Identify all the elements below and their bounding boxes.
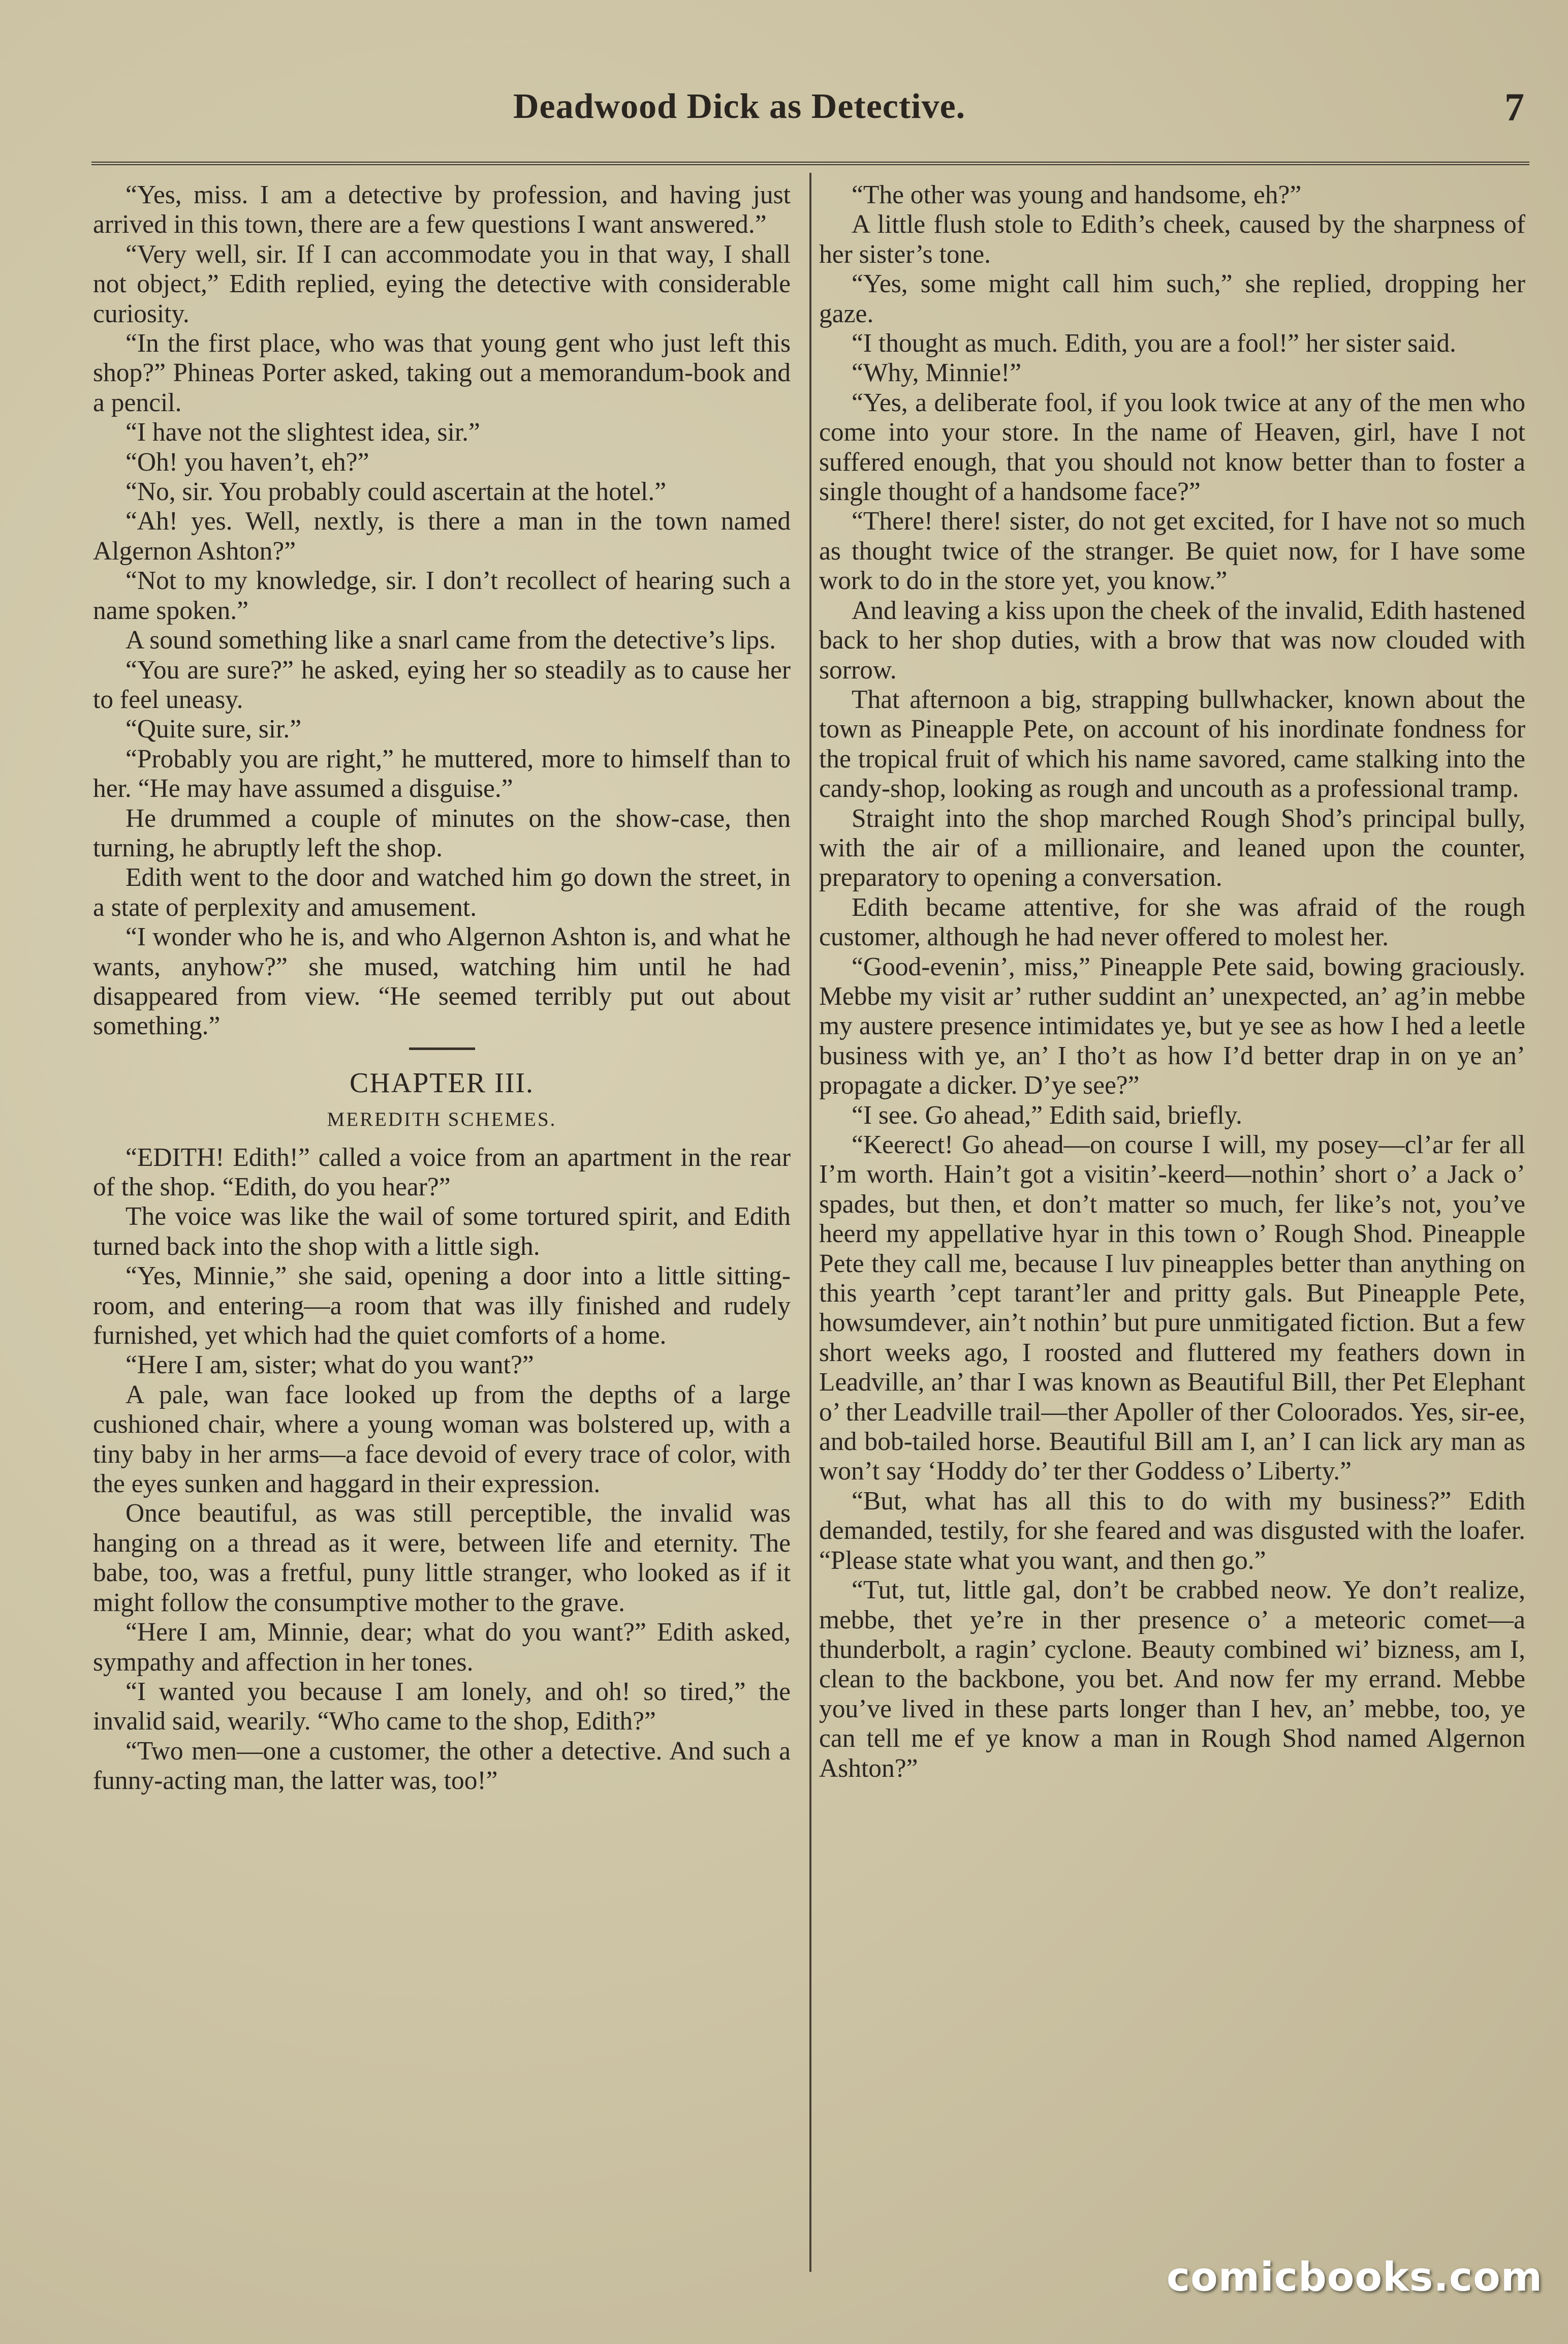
chapter-title: CHAPTER III. [349, 1067, 535, 1099]
paragraph: “Quite sure, sir.” [126, 715, 302, 744]
paragraph: A little flush stole to Edith’s cheek, caused by the sharpness of her sister’s tone. [819, 210, 1525, 269]
paragraph: “There! there! sister, do not get excited, for I have not so much as thought twice of the stranger. Be quiet now, for I have some work to do in the store yet, you know.” [819, 507, 1525, 596]
paragraph: “No, sir. You probably could ascertain at the hotel.” [126, 477, 667, 507]
paragraph: “Tut, tut, little gal, don’t be crabbed neow. Ye don’t realize, mebbe, thet ye’re in ther presence o’ a meteoric comet—a thunderbolt, a ragin’ cyclone. Beauty combined wi’ bizness, am I, clean to the backbone, you bet. And now fer my errand. Mebbe you’ve lived in these parts longer than I hev, an’ mebbe, too, ye can tell me ef ye know a man in Rough Shod named Algernon Ashton?” [819, 1576, 1525, 1783]
paragraph: “I thought as much. Edith, you are a fool!” her sister said. [852, 329, 1456, 358]
paragraph: “Keerect! Go ahead—on course I will, my posey—cl’ar fer all I’m worth. Hain’t got a visitin’-keerd—nothin’ short o’ a Jack o’ spades, but then, et don’t matter so much, fer like’s not, you’ve heerd my appellative hyar in this town o’ Rough Shod. Pineapple Pete they call me, because I luv pineapples better than anything on this yearth ’cept tarant’ler and pritty gals. But Pineapple Pete, howsumdever, ain’t nothin’ but pure unmitigated fiction. But a few short weeks ago, I roosted and fluttered my feathers down in Leadville, an’ thar I was known as Beautiful Bill, ther Pet Elephant o’ ther Leadville trail—ther Apoller of ther Coloorados. Yes, sir-ee, and bob-tailed horse. Beautiful Bill am I, an’ I can lick ary man as won’t say ‘Hoddy do’ ter ther Goddess o’ Liberty.” [819, 1130, 1525, 1486]
page-number: 7 [1504, 85, 1524, 129]
paragraph: “I have not the slightest idea, sir.” [126, 418, 480, 447]
paragraph: “Here I am, sister; what do you want?” [126, 1350, 534, 1380]
paragraph: “Yes, Minnie,” she said, opening a door into a little sitting-room, and entering—a room that was illy finished and rudely furnished, yet which had the quiet comforts of a home. [93, 1261, 791, 1350]
paragraph: “Yes, some might call him such,” she replied, dropping her gaze. [819, 269, 1525, 328]
paragraph: “Here I am, Minnie, dear; what do you want?” Edith asked, sympathy and affection in her tones. [93, 1618, 791, 1677]
paragraph: “I wonder who he is, and who Algernon Ashton is, and what he wants, anyhow?” she mused, watching him until he had disappeared from view. “He seemed terribly put out about something.” [93, 922, 791, 1041]
page-header [91, 86, 1524, 163]
paragraph: “Ah! yes. Well, nextly, is there a man in the town named Algernon Ashton?” [93, 507, 791, 566]
paragraph: “You are sure?” he asked, eying her so steadily as to cause her to feel uneasy. [93, 655, 791, 714]
paragraph: A pale, wan face looked up from the depths of a large cushioned chair, where a young woman was bolstered up, with a tiny baby in her arms—a face devoid of every trace of color, with the eyes sunken and haggard in their expression. [93, 1380, 791, 1499]
paragraph: “In the first place, who was that young gent who just left this shop?” Phineas Porter asked, taking out a memorandum-book and a pencil. [93, 329, 791, 417]
paragraph: The voice was like the wail of some tortured spirit, and Edith turned back into the shop with a little sigh. [93, 1202, 791, 1261]
chapter-subtitle: MEREDITH SCHEMES. [327, 1108, 557, 1131]
paragraph: “Yes, a deliberate fool, if you look twice at any of the men who come into your store. In the name of Heaven, girl, have I not suffered enough, that you should not know better than to foster a single thought of a handsome face?” [819, 388, 1525, 507]
right-column [819, 180, 1525, 1783]
paragraph: “The other was young and handsome, eh?” [852, 180, 1302, 209]
paragraph: “EDITH! Edith!” called a voice from an apartment in the rear of the shop. “Edith, do you hear?” [93, 1143, 791, 1201]
paragraph: Straight into the shop marched Rough Shod’s principal bully, with the air of a millionaire, and leaned upon the counter, preparatory to opening a conversation. [819, 804, 1525, 892]
paragraph: A sound something like a snarl came from the detective’s lips. [126, 626, 776, 655]
paragraph: Once beautiful, as was still perceptible, the invalid was hanging on a thread as it were, between life and eternity. The babe, too, was a fretful, puny little stranger, who looked as if it might follow the consumptive mother to the grave. [93, 1499, 791, 1617]
paragraph: He drummed a couple of minutes on the show-case, then turning, he abruptly left the shop. [93, 804, 791, 862]
watermark: comicbooks.com [1166, 2255, 1543, 2300]
paragraph: Edith became attentive, for she was afraid of the rough customer, although he had never offered to molest her. [819, 892, 1525, 952]
paragraph: “Yes, miss. I am a detective by profession, and having just arrived in this town, there are a few questions I want answered.” [93, 180, 791, 239]
paragraph: “I see. Go ahead,” Edith said, briefly. [852, 1100, 1242, 1130]
section-rule [409, 1047, 475, 1050]
header-rule [91, 162, 1529, 165]
column-divider [809, 173, 811, 2272]
paragraph: That afternoon a big, strapping bullwhacker, known about the town as Pineapple Pete, on account of his inordinate fondness for the tropical fruit of which his name savored, came stalking into the candy-shop, looking as rough and uncouth as a professional tramp. [819, 685, 1525, 804]
paragraph: Edith went to the door and watched him go down the street, in a state of perplexity and amusement. [93, 863, 791, 922]
paragraph: “But, what has all this to do with my business?” Edith demanded, testily, for she feared and was disgusted with the loafer. “Please state what you want, and then go.” [819, 1486, 1525, 1575]
left-column [93, 180, 791, 1796]
paragraph: “Probably you are right,” he muttered, more to himself than to her. “He may have assumed a disguise.” [93, 744, 791, 804]
paragraph: “Good-evenin’, miss,” Pineapple Pete said, bowing graciously. Mebbe my visit ar’ ruther suddint an’ unexpected, an’ ag’in mebbe my austere presence intimidates ye, but ye see as how I hed a leetle business with ye, an’ I tho’t as how I’d better drap in on ye an’ propagate a dicker. D’ye see?” [819, 952, 1525, 1100]
paragraph: “Not to my knowledge, sir. I don’t recollect of hearing such a name spoken.” [93, 566, 791, 625]
paragraph: “Oh! you haven’t, eh?” [126, 447, 369, 477]
paragraph: “Two men—one a customer, the other a detective. And such a funny-acting man, the latter was, too!” [93, 1736, 791, 1796]
running-title: Deadwood Dick as Detective. [513, 87, 966, 126]
paragraph: “Why, Minnie!” [852, 358, 1022, 388]
paragraph: “I wanted you because I am lonely, and oh! so tired,” the invalid said, wearily. “Who came to the shop, Edith?” [93, 1677, 791, 1736]
paragraph: And leaving a kiss upon the cheek of the invalid, Edith hastened back to her shop duties, with a brow that was now clouded with sorrow. [819, 596, 1525, 685]
paragraph: “Very well, sir. If I can accommodate you in that way, I shall not object,” Edith replied, eying the detective with considerable curiosity. [93, 239, 791, 328]
